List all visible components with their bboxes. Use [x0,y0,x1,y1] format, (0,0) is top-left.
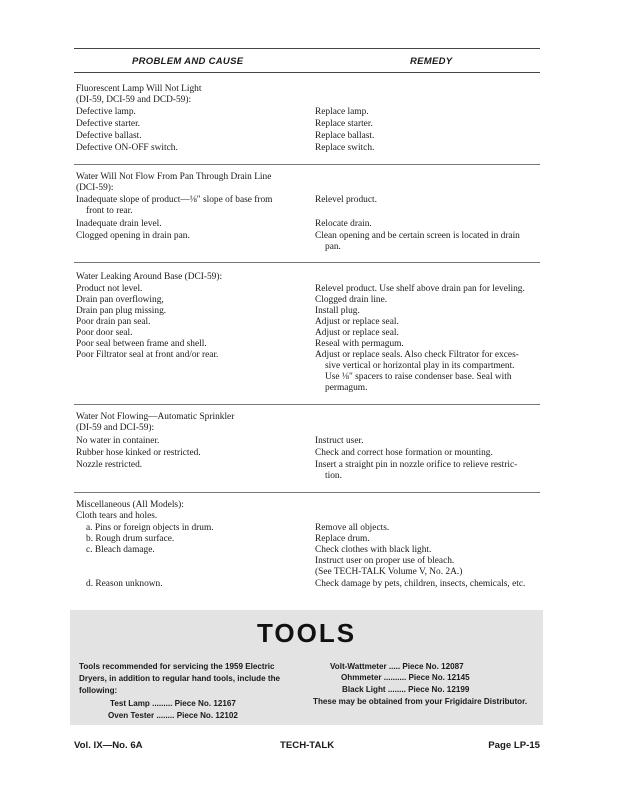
tool-leader-dots: ........ [156,711,175,720]
problem-and-cause-heading: PROBLEM AND CAUSE [132,56,244,67]
tool-leader-dots: ........ [387,685,406,694]
tool-leader-dots: ..... [388,662,401,671]
cause-text: Inadequate drain level. [76,219,162,229]
remedy-text: Clogged drain line. [315,295,388,305]
cause-text: Drain pan overflowing, [76,295,164,305]
remedy-text: pan. [325,242,341,252]
remedy-text: permagum. [325,383,368,393]
section-title-line: Water Will Not Flow From Pan Through Drain Line [76,172,272,182]
tool-leader-dots: .......... [383,673,407,682]
cause-text: Product not level. [76,284,143,294]
remedy-text: Relevel product. Use shelf above drain pan for leveling. [315,284,525,294]
remedy-text: Remove all objects. [315,523,390,533]
remedy-text: Replace ballast. [315,131,375,141]
tool-piece-number: Piece No. 12199 [408,685,470,694]
section-title-line: Fluorescent Lamp Will Not Light [76,84,202,94]
tool-piece-number: Piece No. 12102 [176,711,238,720]
remedy-text: Adjust or replace seals. Also check Filtrator for exces- [315,350,519,360]
tool-name: Test Lamp [110,699,150,708]
remedy-text: Adjust or replace seal. [315,328,399,338]
remedy-text: Replace starter. [315,119,373,129]
remedy-text: Clean opening and be certain screen is located in drain [315,231,520,241]
cause-text: b. Rough drum surface. [86,534,175,544]
tool-piece-number: Piece No. 12087 [402,662,464,671]
cause-text: Defective ON-OFF switch. [76,143,178,153]
remedy-text: Replace drum. [315,534,370,544]
cause-text: Defective ballast. [76,131,142,141]
section-title-line: (DCI-59): [76,183,114,193]
cause-text: c. Bleach damage. [86,545,155,555]
cause-text: No water in container. [76,436,160,446]
tool-item-ohmmeter [341,672,470,684]
remedy-text: Check and correct hose formation or mounting. [315,448,493,458]
cause-text: front to rear. [86,206,133,216]
remedy-text: Check clothes with black light. [315,545,432,555]
section-title-line: Miscellaneous (All Models): [76,500,184,510]
table-header [74,48,540,76]
remedy-text: Relocate drain. [315,219,372,229]
header-top-rule [74,48,540,49]
cause-text: d. Reason unknown. [86,579,163,589]
tool-piece-number: Piece No. 12167 [174,699,236,708]
section-title-line: (DI-59, DCI-59 and DCD-59): [76,95,192,105]
header-bottom-rule [74,72,540,73]
remedy-heading: REMEDY [410,56,453,67]
remedy-text: Instruct user. [315,436,364,446]
tools-heading: TOOLS [256,618,357,648]
cause-text: Inadequate slope of product—⅛" slope of base from [76,195,273,205]
tool-name: Ohmmeter [341,673,382,682]
remedy-text: sive vertical or horizontal play in its compartment. [325,361,515,371]
remedy-text: Relevel product. [315,195,377,205]
remedy-text: Replace lamp. [315,107,369,117]
tool-item-test-lamp [110,698,236,710]
remedy-text: Install plug. [315,306,360,316]
cause-text: Rubber hose kinked or restricted. [76,448,201,458]
cause-text: Defective starter. [76,119,141,129]
section-divider [74,492,540,493]
cause-text: Poor Filtrator seal at front and/or rear. [76,350,219,360]
footer-publication: TECH-TALK [280,740,335,751]
tool-name: Oven Tester [108,711,155,720]
cause-text: Poor seal between frame and shell. [76,339,207,349]
tool-name: Black Light [342,685,386,694]
remedy-text: (See TECH-TALK Volume V, No. 2A.) [315,567,463,577]
tool-piece-number: Piece No. 12145 [408,673,470,682]
cause-text: a. Pins or foreign objects in drum. [86,523,214,533]
footer-volume: Vol. IX—No. 6A [74,740,143,751]
footer-page-number: Page LP-15 [488,740,540,751]
cause-text: Drain pan plug missing. [76,306,167,316]
tool-name: Volt-Wattmeter [330,662,387,671]
section-divider [74,262,540,263]
cause-text: Clogged opening in drain pan. [76,231,190,241]
page-footer [74,740,540,754]
cause-text: Defective lamp. [76,107,136,117]
tools-distributor-note: These may be obtained from your Frigidaire Distributor. [313,697,528,706]
remedy-text: Check damage by pets, children, insects, chemicals, etc. [315,579,526,589]
section-title-line: (DI-59 and DCI-59): [76,423,155,433]
remedy-text: Replace switch. [315,143,375,153]
remedy-text: tion. [325,471,342,481]
tool-leader-dots: ......... [152,699,173,708]
remedy-text: Use ⅛" spacers to raise condenser base. Seal with [325,372,512,382]
remedy-text: Reseal with permagum. [315,339,404,349]
cause-text: Nozzle restricted. [76,460,143,470]
cause-text: Poor door seal. [76,328,133,338]
section-title-line: Water Not Flowing—Automatic Sprinkler [76,412,235,422]
cause-text: Poor drain pan seal. [76,317,151,327]
section-divider [74,404,540,405]
section-title-line: Water Leaking Around Base (DCI-59): [76,272,223,282]
tools-paragraph: Tools recommended for servicing the 1959 Electric Dryers, in addition to regular hand tools, include the following: [79,662,281,695]
tool-item-oven-tester [108,710,238,722]
remedy-text: Instruct user on proper use of bleach. [315,556,455,566]
section-divider [74,164,540,165]
section-title-line: Cloth tears and holes. [76,511,158,521]
remedy-text: Adjust or replace seal. [315,317,399,327]
tools-box [70,610,543,725]
remedy-text: Insert a straight pin in nozzle orifice to relieve restric- [315,460,518,470]
tool-item-black-light [342,684,469,696]
